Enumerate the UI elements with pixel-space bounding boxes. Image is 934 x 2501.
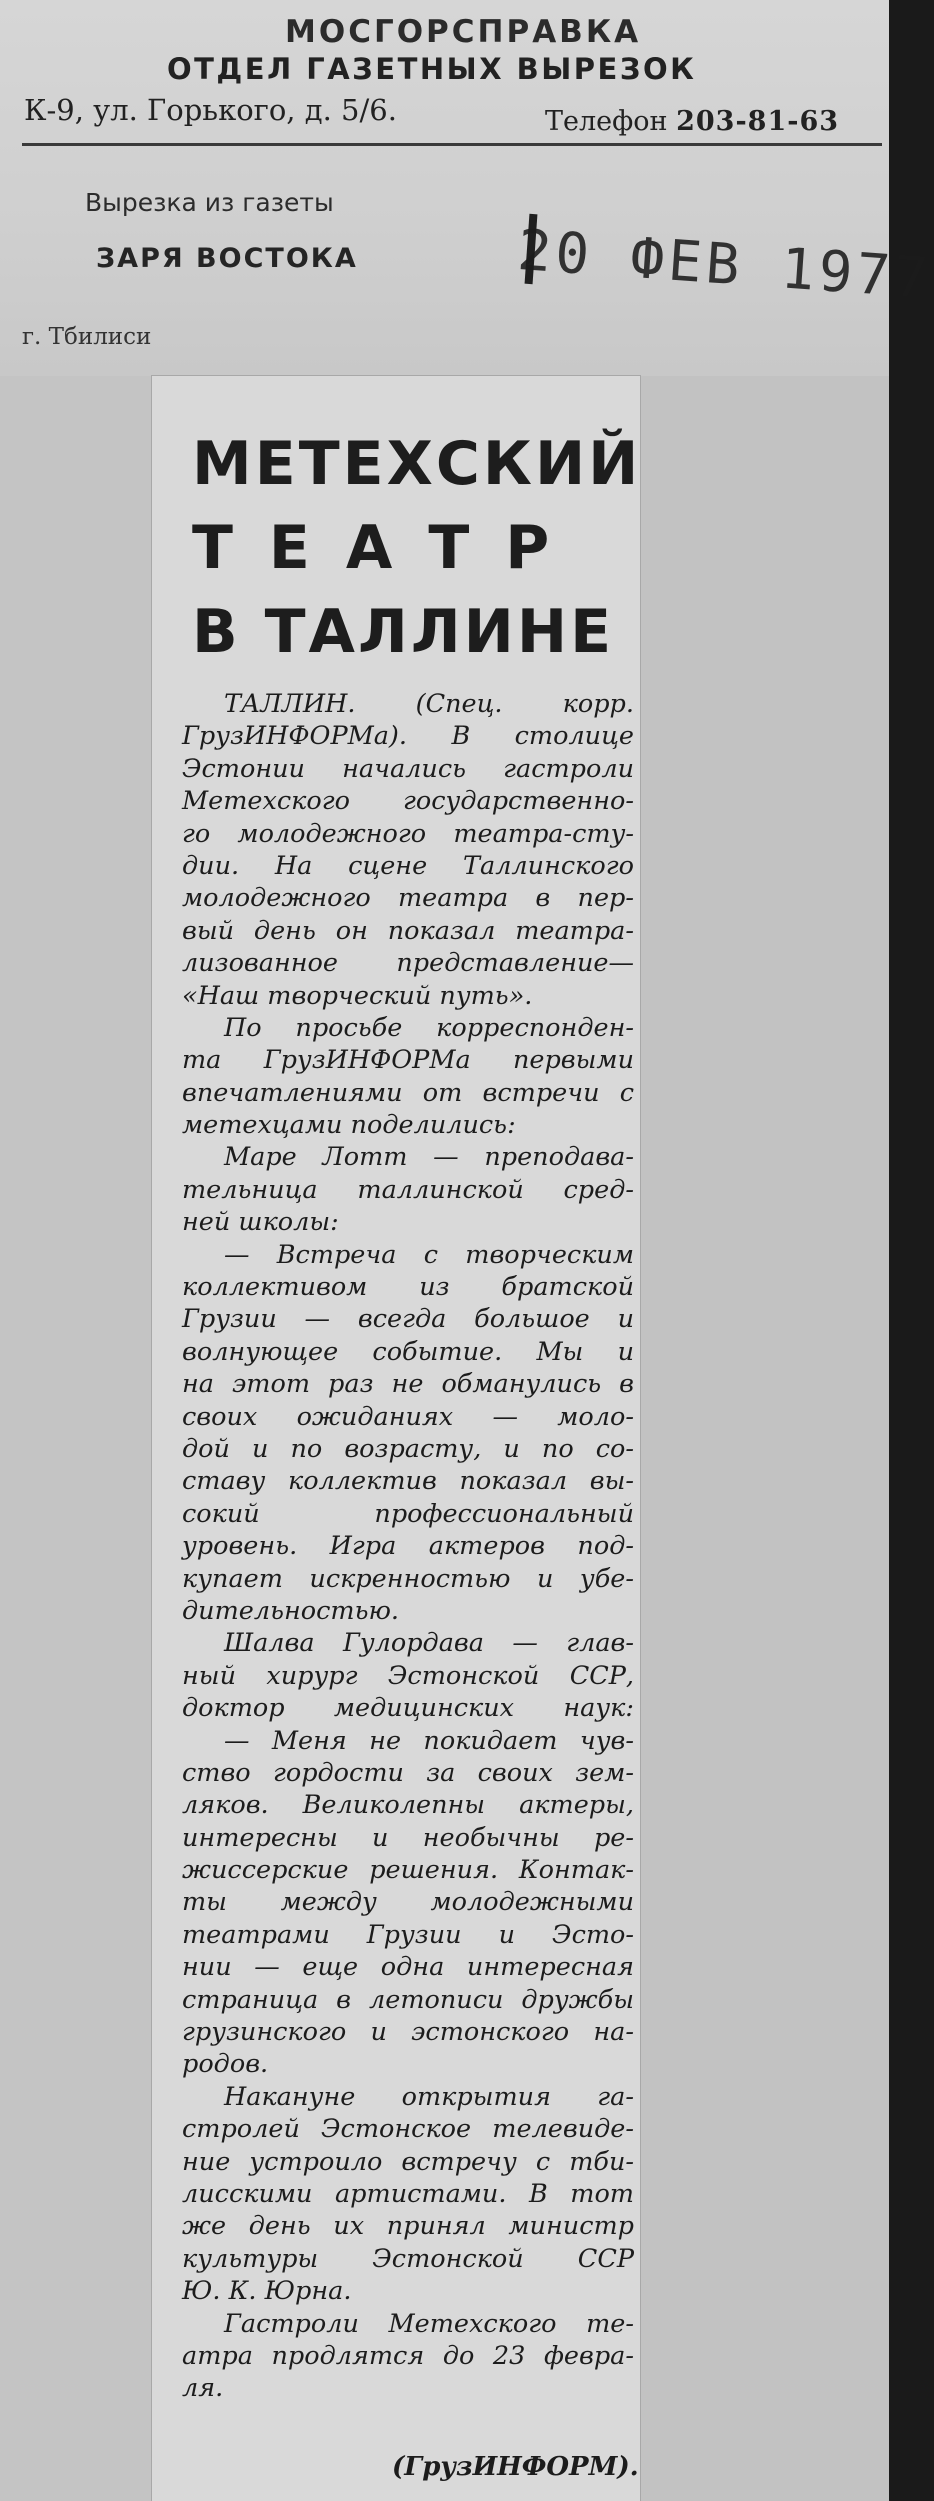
article-line: нии — еще одна интересная (182, 1952, 634, 1983)
article-line: ный хирург Эстонской ССР, (182, 1660, 634, 1691)
phone-label: Телефон (545, 106, 668, 137)
article-line: Грузии — всегда большое и (182, 1304, 634, 1335)
article-line: — Встреча с творческим (224, 1239, 634, 1270)
article-line: тельница таллинской сред- (182, 1174, 634, 1205)
article-line: ГрузИНФОРМа). В столице (182, 721, 634, 752)
article-line: Гастроли Метехского те- (224, 2308, 634, 2339)
article-line: лисскими артистами. В тот (182, 2178, 634, 2209)
headline-line-1: МЕТЕХСКИЙ (192, 429, 642, 499)
phone-number: 203-81-63 (676, 106, 840, 137)
article-line: на этот раз не обманулись в (182, 1369, 634, 1400)
article-line: го молодежного театра-сту- (182, 818, 634, 849)
headline-line-3: В ТАЛЛИНЕ (192, 597, 615, 667)
article-line: Эстонии начались гастроли (182, 753, 634, 784)
page-left-margin (0, 376, 152, 2501)
article-line: вый день он показал театра- (182, 915, 634, 946)
article-line: своих ожиданиях — моло- (182, 1401, 634, 1432)
article-line: ние устроило встречу с тби- (182, 2146, 634, 2177)
headline-line-2: ТЕАТР (192, 513, 586, 583)
article-line: Шалва Гулордава — глав- (224, 1628, 634, 1659)
article-line: ство гордости за своих зем- (182, 1757, 634, 1788)
article-line: атра продлятся до 23 февра- (182, 2340, 634, 2371)
article-line: Ю. К. Юрна. (182, 2276, 352, 2307)
city-label: г. Тбилиси (22, 324, 152, 350)
article-line: ты между молодежными (182, 1887, 634, 1918)
clipping-from-label: Вырезка из газеты (85, 188, 334, 217)
article-line: ля. (182, 2373, 224, 2404)
agency-phone (545, 106, 839, 137)
article-line: «Наш творческий путь». (182, 980, 533, 1011)
article-line: ляков. Великолепны актеры, (182, 1790, 634, 1821)
article-line: Накануне открытия га- (224, 2081, 634, 2112)
article-byline: (ГрузИНФОРМ). (392, 2452, 639, 2482)
article-line: театрами Грузии и Эсто- (182, 1919, 634, 1950)
page-right-margin (640, 376, 889, 2501)
article-line: уровень. Игра актеров под- (182, 1531, 634, 1562)
header-rule (22, 143, 882, 146)
article-line: интересны и необычны ре- (182, 1822, 634, 1853)
article-line: купает искренностью и убе- (182, 1563, 634, 1594)
article-line: лизованное представление— (182, 948, 634, 979)
article-line: Метехского государственно- (182, 786, 634, 817)
article-line: — Меня не покидает чув- (224, 1725, 634, 1756)
article-line: метехцами поделились: (182, 1110, 516, 1141)
department-name: ОТДЕЛ ГАЗЕТНЫХ ВЫРЕЗОК (167, 52, 697, 86)
agency-name: МОСГОРСПРАВКА (285, 14, 642, 50)
article-line: грузинского и эстонского на- (182, 2017, 634, 2048)
article-line: доктор медицинских наук: (182, 1693, 634, 1724)
article-line: стролей Эстонское телевиде- (182, 2114, 634, 2145)
article-line: сокий профессиональный (182, 1498, 634, 1529)
article-line: же день их принял министр (182, 2211, 634, 2242)
article-line: По просьбе корреспонден- (224, 1012, 634, 1043)
article-line: дой и по возрасту, и по со- (182, 1433, 634, 1464)
article-line: коллективом из братской (182, 1272, 634, 1303)
article-line: ней школы: (182, 1207, 339, 1238)
article-line: ставу коллектив показал вы- (182, 1466, 634, 1497)
article-line: жиссерские решения. Контак- (182, 1855, 634, 1886)
article-body (182, 688, 634, 2405)
clipping-service-header (0, 0, 934, 378)
article-line: культуры Эстонской ССР (182, 2243, 634, 2274)
article-line: волнующее событие. Мы и (182, 1336, 634, 1367)
newspaper-name: ЗАРЯ ВОСТОКА (96, 243, 358, 274)
article-line: ТАЛЛИН. (Спец. корр. (224, 689, 634, 719)
article-line: дительностью. (182, 1595, 400, 1626)
article-headline (192, 422, 641, 674)
article-line: молодежного театра в пер- (182, 883, 634, 914)
article-line: родов. (182, 2049, 269, 2080)
article-line: страница в летописи дружбы (182, 1984, 634, 2015)
article-line: Маре Лотт — преподава- (224, 1142, 634, 1173)
agency-address: К-9, ул. Горького, д. 5/6. (24, 93, 397, 127)
article-line: та ГрузИНФОРМа первыми (182, 1045, 634, 1076)
article-line: дии. На сцене Таллинского (182, 850, 634, 881)
article-line: впечатлениями от встречи с (182, 1077, 634, 1108)
date-stamp: 20 ФЕВ 1977 (515, 218, 934, 312)
